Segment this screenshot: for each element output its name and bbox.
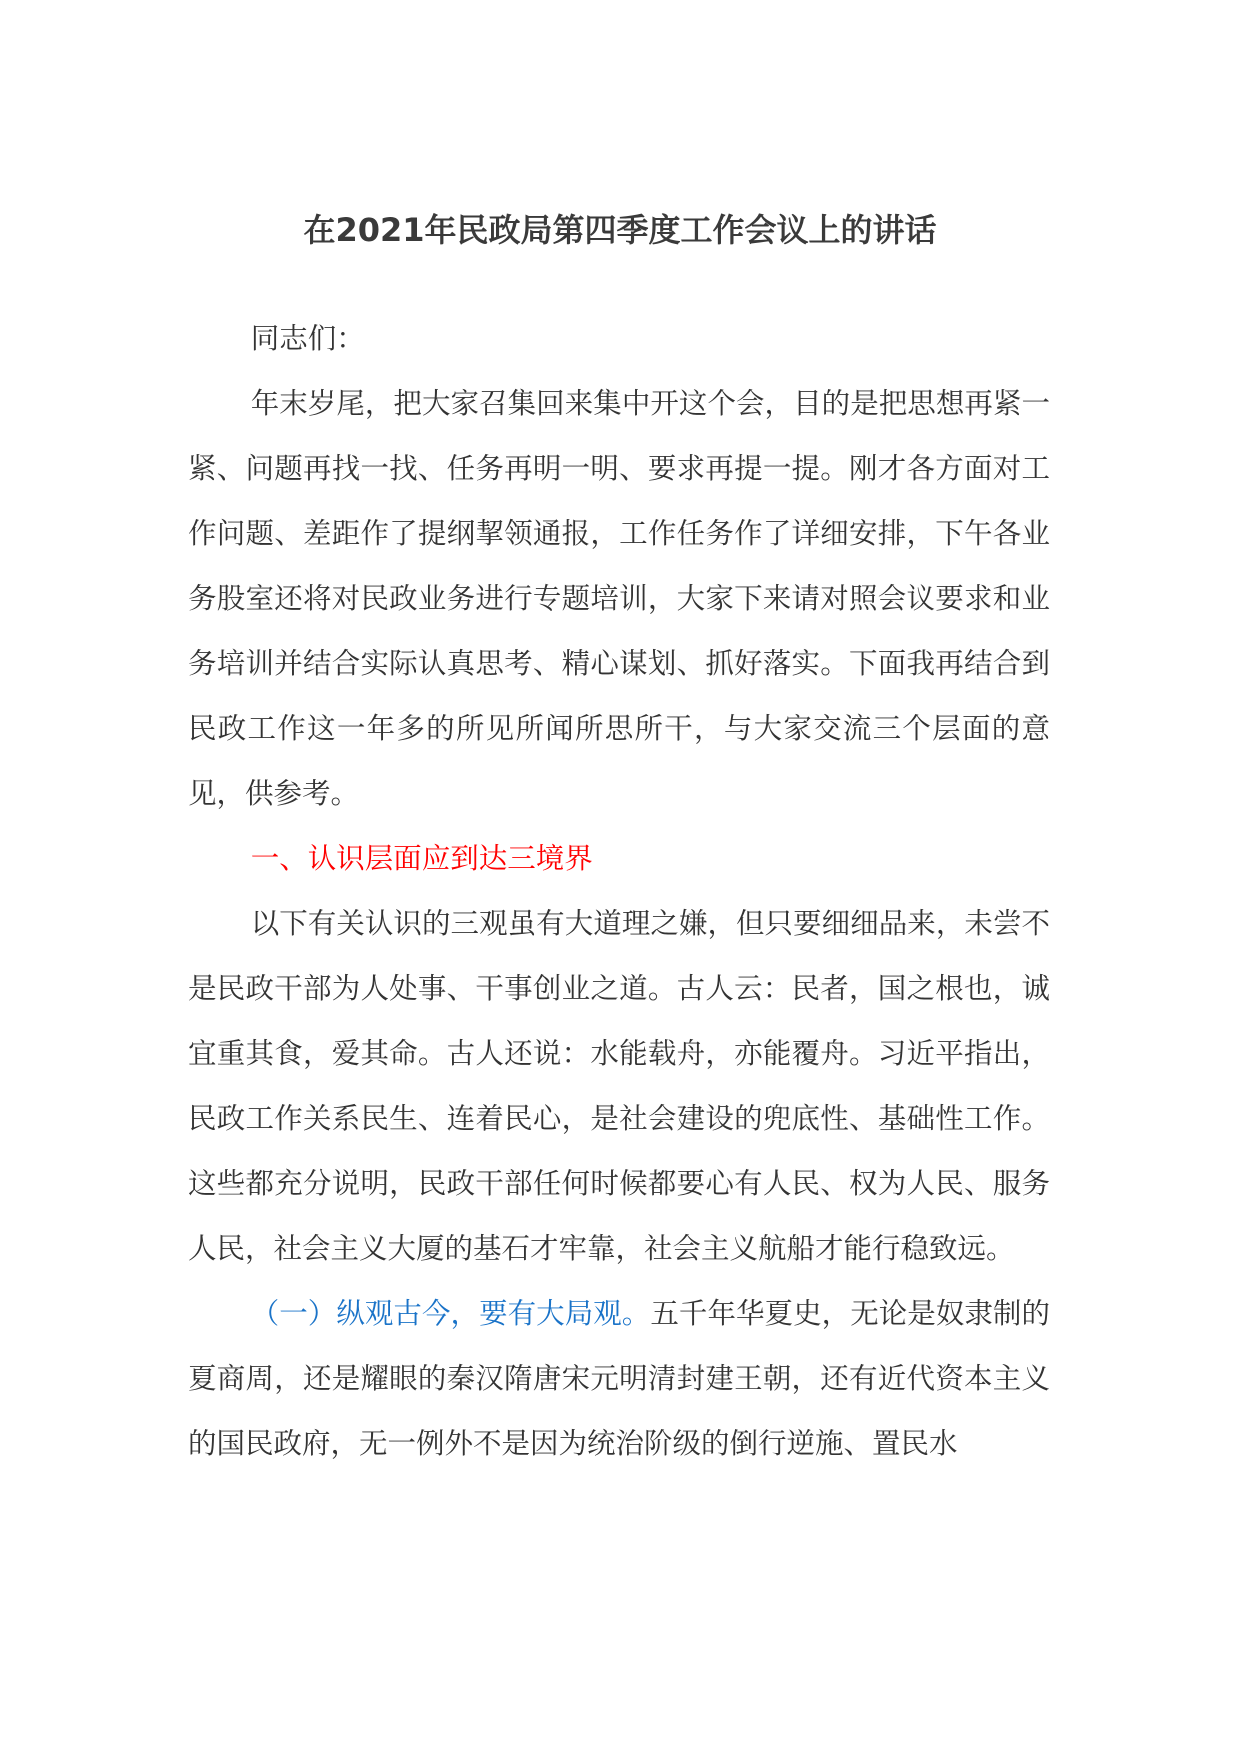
paragraph-understanding: 以下有关认识的三观虽有大道理之嫌，但只要细细品来，未尝不是民政干部为人处事、干事创业之道。古人云：民者，国之根也，诚宜重其食，爱其命。古人还说：水能载舟，亦能覆舟。习近平指出，民政工作关系民生、连着民心，是社会建设的兜底性、基础性工作。这些都充分说明，民政干部任何时候都要心有人民、权为人民、服务人民，社会主义大厦的基石才牢靠，社会主义航船才能行稳致远。 [188, 907, 1050, 1265]
section-heading-1: 一、认识层面应到达三境界 [250, 842, 593, 875]
paragraph-intro: 年末岁尾，把大家召集回来集中开这个会，目的是把思想再紧一紧、问题再找一找、任务再明一明、要求再提一提。刚才各方面对工作问题、差距作了提纲挈领通报，工作任务作了详细安排，下午各业务股室还将对民政业务进行专题培训，大家下来请对照会议要求和业务培训并结合实际认真思考、精心谋划、抓好落实。下面我再结合到民政工作这一年多的所见所闻所思所干，与大家交流三个层面的意见，供参考。 [188, 387, 1050, 810]
paragraph-subsection-1 [188, 1281, 1050, 1476]
paragraph-history: 五千年华夏史，无论是奴隶制的夏商周，还是耀眼的秦汉隋唐宋元明清封建王朝，还有近代资本主义的国民政府，无一例外不是因为统治阶级的倒行逆施、置民水 [188, 1297, 1050, 1460]
document-title: 在2021年民政局第四季度工作会议上的讲话 [303, 211, 937, 249]
document-body [188, 306, 1050, 1476]
salutation: 同志们： [250, 322, 365, 355]
subsection-heading-1: （一）纵观古今，要有大局观。 [250, 1297, 651, 1330]
